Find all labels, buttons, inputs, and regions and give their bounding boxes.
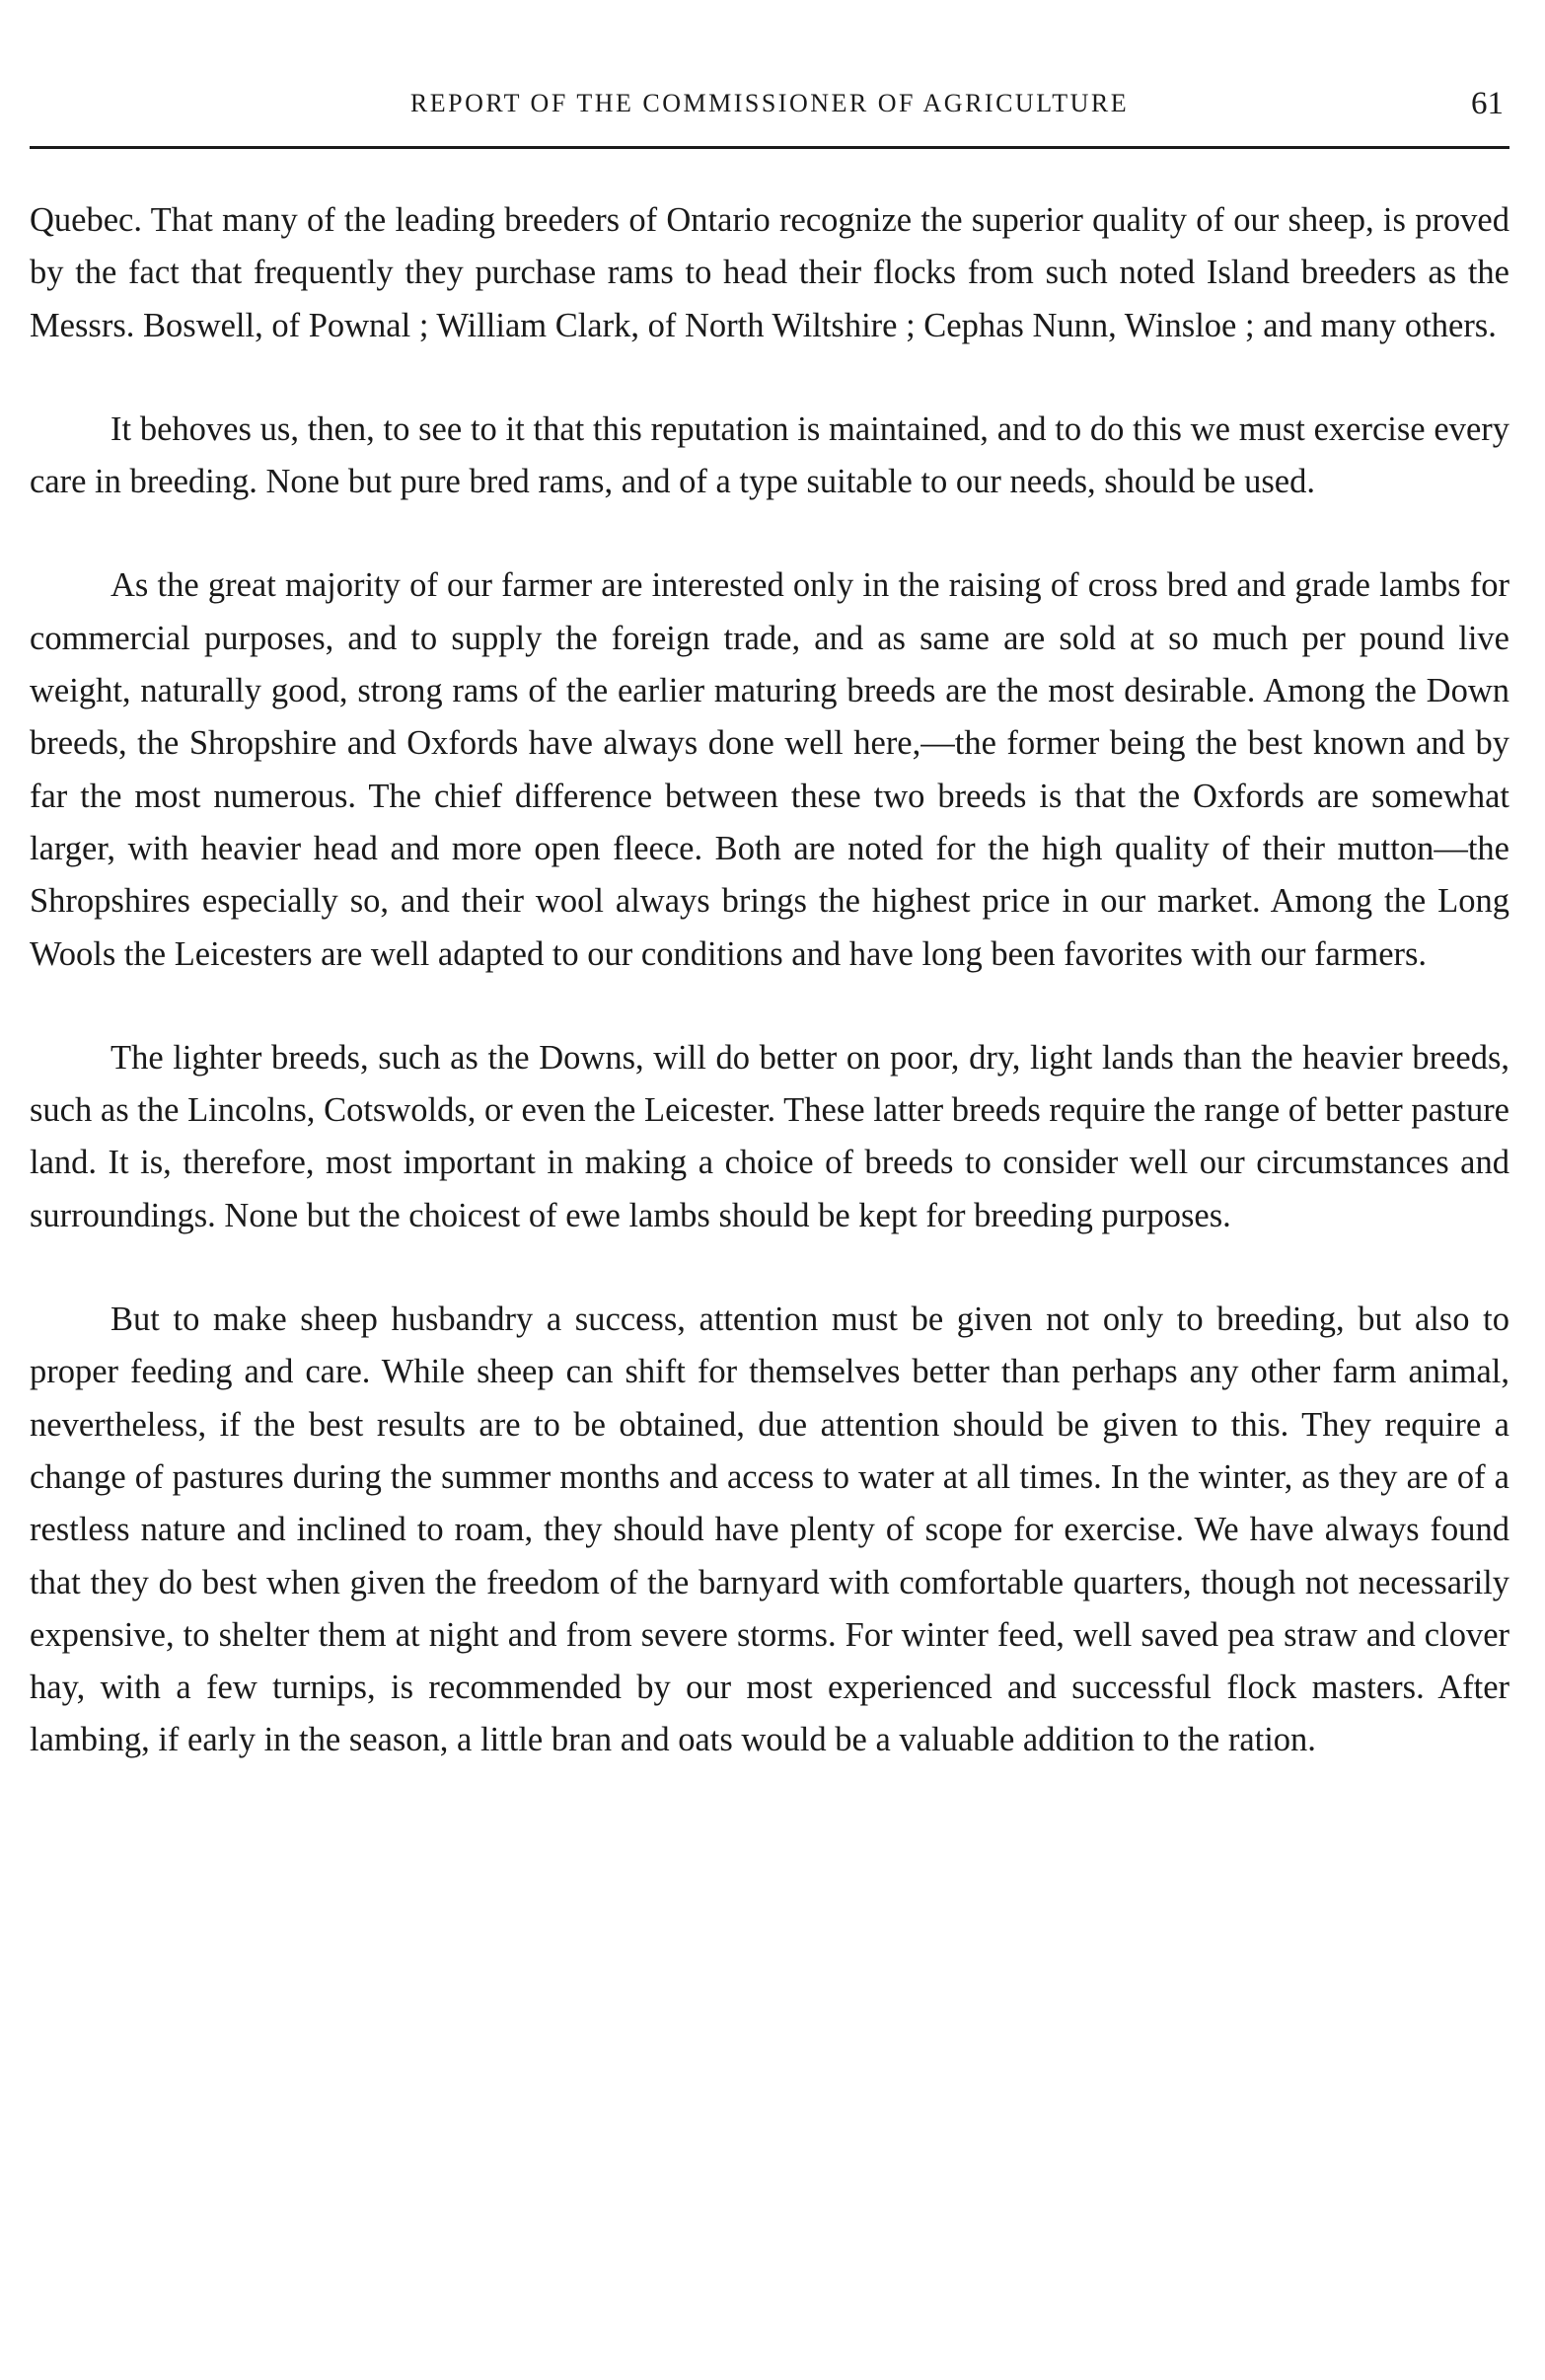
paragraph-feeding-care: But to make sheep husbandry a success, attention must be given not only to breeding, but also to proper feeding and care. While sheep can shift for themselves better than perhaps any other farm animal, nevertheless, if the best results are to be obtained, due attention should be given to this. They require a change of pastures during the summer months and access to water at all times. In the winter, as they are of a restless nature and inclined to roam, they should have plenty of scope for exercise. We have always found that they do best when given the freedom of the barnyard with comfortable quarters, though not necessarily expensive, to shelter them at night and from severe storms. For winter feed, well saved pea straw and clover hay, with a few turnips, is recommended by our most experienced and successful flock masters. After lambing, if early in the season, a little bran and oats would be a valuable addition to the ration. xyxy=(30,1301,1509,1759)
paragraph-breeds: As the great majority of our farmer are interested only in the raising of cross bred and grade lambs for commercial purposes, and to supply the foreign trade, and as same are sold at so much per pound live weight, naturally good, strong rams of the earlier maturing breeds are the most desirable. Among the Down breeds, the Shropshire and Oxfords have always done well here,—the former being the best known and by far the most numerous. The chief difference between these two breeds is that the Oxfords are somewhat larger, with heavier head and more open fleece. Both are noted for the high quality of their mutton—the Shropshires especially so, and their wool always brings the highest price in our market. Among the Long Wools the Leicesters are well adapted to our conditions and have long been favorites with our farmers. xyxy=(30,566,1509,973)
running-head: REPORT OF THE COMMISSIONER OF AGRICULTURE xyxy=(409,89,1130,117)
paragraph-continuation: Quebec. That many of the leading breeders of Ontario recognize the superior quality of our sheep, is proved by the fact that frequently they purchase rams to head their flocks from such noted Island breeders as the Messrs. Boswell, of Pownal ; William Clark, of North Wiltshire ; Cephas Nunn, Winsloe ; and many others. xyxy=(30,201,1509,344)
body-text xyxy=(30,194,1509,1807)
page-header xyxy=(30,74,1509,133)
header-rule xyxy=(30,146,1509,149)
page-number: 61 xyxy=(1471,86,1504,121)
paragraph-reputation: It behoves us, then, to see to it that this reputation is maintained, and to do this we must exercise every care in breeding. None but pure bred rams, and of a type suitable to our needs, should be used. xyxy=(30,409,1509,501)
paragraph-lighter-breeds: The lighter breeds, such as the Downs, will do better on poor, dry, light lands than the heavier breeds, such as the Lincolns, Cotswolds, or even the Leicester. These latter breeds require the range of better pasture land. It is, therefore, most important in making a choice of breeds to consider well our circumstances and surroundings. None but the choicest of ewe lambs should be kept for breeding purposes. xyxy=(30,1038,1509,1234)
